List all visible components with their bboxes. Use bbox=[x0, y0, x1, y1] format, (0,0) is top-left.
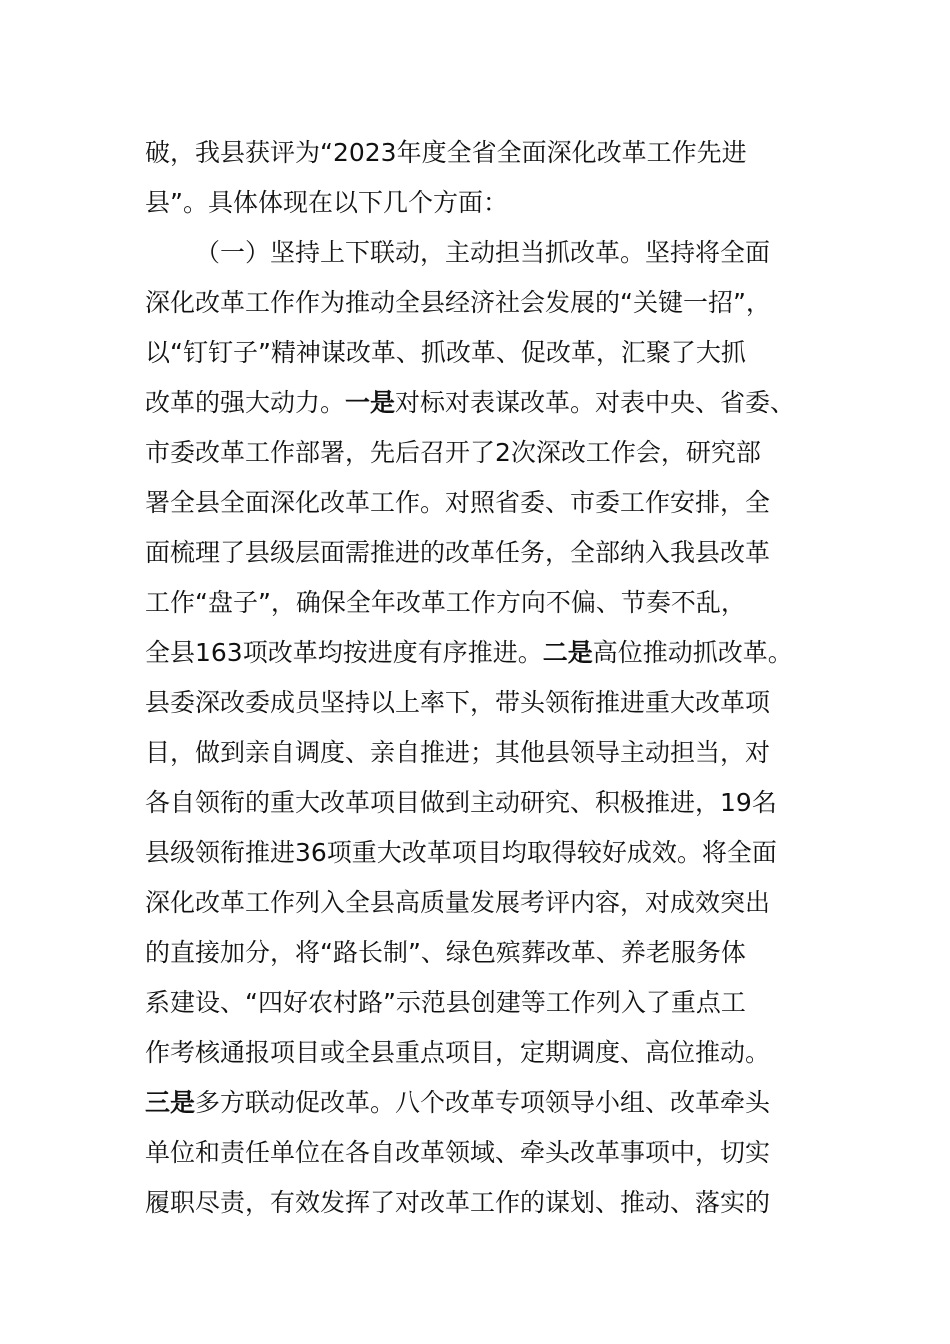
document-body bbox=[145, 128, 815, 1228]
text-line bbox=[145, 428, 815, 478]
text-line bbox=[145, 178, 815, 228]
text-run: 深化改革工作列入全县高质量发展考评内容，对成效突出 bbox=[145, 888, 771, 917]
text-run: 的直接加分，将“路长制”、绿色殡葬改革、养老服务体 bbox=[145, 938, 746, 967]
text-run: 履职尽责，有效发挥了对改革工作的谋划、推动、落实的 bbox=[145, 1188, 771, 1217]
text-line bbox=[145, 278, 815, 328]
section-heading-line bbox=[145, 228, 815, 278]
text-run: 以“钉钉子”精神谋改革、抓改革、促改革，汇聚了大抓 bbox=[145, 338, 746, 367]
text-line bbox=[145, 678, 815, 728]
text-run: 各自领衔的重大改革项目做到主动研究、积极推进，19名 bbox=[145, 788, 777, 817]
text-run: 改革的强大动力。 bbox=[145, 388, 346, 417]
text-line bbox=[145, 978, 815, 1028]
text-run: 单位和责任单位在各自改革领域、牵头改革事项中，切实 bbox=[145, 1138, 771, 1167]
text-line bbox=[145, 578, 815, 628]
text-run: 县”。具体体现在以下几个方面： bbox=[145, 188, 508, 217]
text-line bbox=[145, 828, 815, 878]
text-run: 署全县全面深化改革工作。对照省委、市委工作安排，全 bbox=[145, 488, 771, 517]
text-line bbox=[145, 1078, 815, 1128]
text-line bbox=[145, 628, 815, 678]
text-run: 对标对表谋改革。对表中央、省委、 bbox=[395, 388, 796, 417]
text-line bbox=[145, 328, 815, 378]
text-run: 多方联动促改革。八个改革专项领导小组、改革牵头 bbox=[195, 1088, 771, 1117]
text-line bbox=[145, 378, 815, 428]
bold-lead: 三是 bbox=[145, 1088, 196, 1117]
text-run: 全县163项改革均按进度有序推进。 bbox=[145, 638, 543, 667]
text-run: 深化改革工作作为推动全县经济社会发展的“关键一招”， bbox=[145, 288, 771, 317]
text-run: （一）坚持上下联动，主动担当抓改革。坚持将全面 bbox=[195, 238, 771, 267]
text-run: 作考核通报项目或全县重点项目，定期调度、高位推动。 bbox=[145, 1038, 771, 1067]
text-run: 系建设、“四好农村路”示范县创建等工作列入了重点工 bbox=[145, 988, 746, 1017]
text-run: 面梳理了县级层面需推进的改革任务，全部纳入我县改革 bbox=[145, 538, 771, 567]
text-run: 县委深改委成员坚持以上率下，带头领衔推进重大改革项 bbox=[145, 688, 771, 717]
text-run: 目，做到亲自调度、亲自推进；其他县领导主动担当，对 bbox=[145, 738, 771, 767]
text-line bbox=[145, 1128, 815, 1178]
text-line bbox=[145, 928, 815, 978]
text-line bbox=[145, 478, 815, 528]
text-line bbox=[145, 528, 815, 578]
text-line bbox=[145, 128, 815, 178]
text-line bbox=[145, 1028, 815, 1078]
bold-lead: 一是 bbox=[345, 388, 396, 417]
text-run: 县级领衔推进36项重大改革项目均取得较好成效。将全面 bbox=[145, 838, 777, 867]
text-line bbox=[145, 728, 815, 778]
text-run: 高位推动抓改革。 bbox=[592, 638, 793, 667]
text-run: 工作“盘子”，确保全年改革工作方向不偏、节奏不乱， bbox=[145, 588, 746, 617]
text-line bbox=[145, 778, 815, 828]
bold-lead: 二是 bbox=[542, 638, 593, 667]
text-run: 市委改革工作部署，先后召开了2次深改工作会，研究部 bbox=[145, 438, 761, 467]
text-run: 破，我县获评为“2023年度全省全面深化改革工作先进 bbox=[145, 138, 747, 167]
text-line bbox=[145, 878, 815, 928]
text-line bbox=[145, 1178, 815, 1228]
